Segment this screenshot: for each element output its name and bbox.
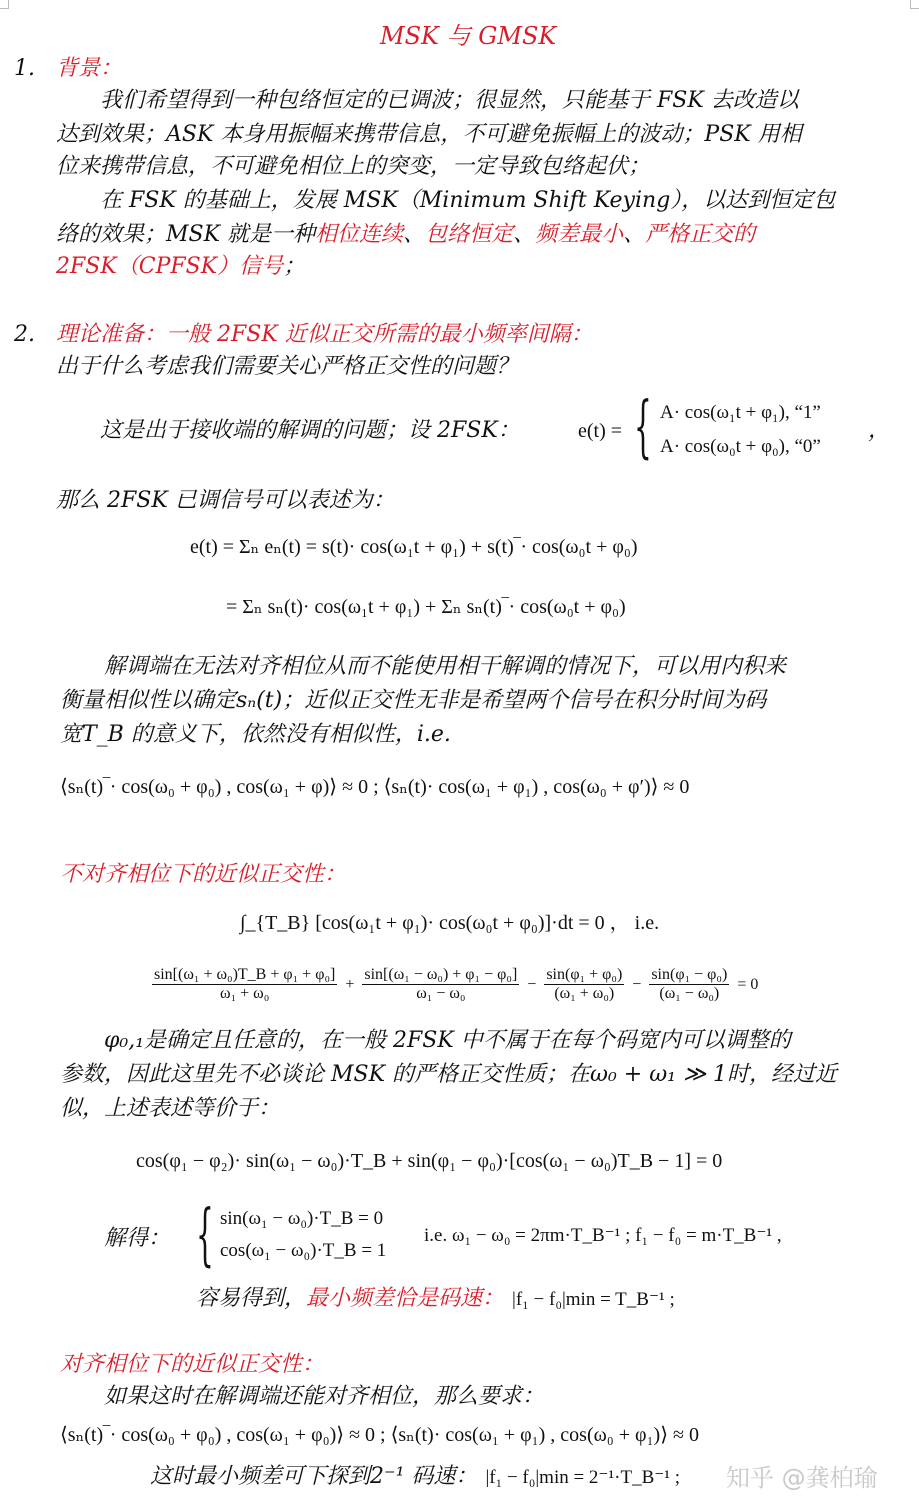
separator: 、 <box>623 222 646 247</box>
fraction-term-4 <box>649 966 729 1003</box>
brace-icon: { <box>634 386 652 467</box>
final-line <box>150 1460 680 1495</box>
separator: 、 <box>513 222 536 247</box>
phi-line3: 似，上述表述等价于： <box>60 1096 281 1121</box>
fraction-term-2 <box>362 966 519 1003</box>
operator: + <box>345 975 355 993</box>
section2-heading: 理论准备：一般 2FSK 近似正交所需的最小频率间隔： <box>56 322 593 347</box>
numerator: sin(φ₁ + φ₀) <box>546 966 623 983</box>
aligned-heading: 对齐相位下的近似正交性： <box>60 1352 325 1377</box>
fsk-intro: 这是出于接收端的解调的问题；设 2FSK： <box>100 418 520 443</box>
section1-para1-line3: 位来携带信息，不可避免相位上的突变，一定导致包络起伏； <box>56 154 651 179</box>
section2-question: 出于什么考虑我们需要关心严格正交性的问题？ <box>56 354 519 379</box>
final-prefix: 这时最小频差可下探到2⁻¹ 码速： <box>150 1464 478 1489</box>
demod-line1: 解调端在无法对齐相位从而不能使用相干解调的情况下，可以用内积来 <box>104 654 787 679</box>
solve-result: i.e. ω₁ − ω₀ = 2πm·T_B⁻¹ ; f₁ − f₀ = m·T_B⁻¹ , <box>424 1225 782 1246</box>
semicolon: ； <box>283 254 306 279</box>
page-corner-tr <box>910 0 919 9</box>
denominator: (ω₁ + ω₀) <box>554 985 615 1002</box>
equation-et-1: e(t) = Σₙ eₙ(t) = s(t)· cos(ω₁t + φ₁) + s(t)‾· cos(ω₀t + φ₀) <box>190 536 638 558</box>
section2-number: 2. <box>14 322 35 347</box>
brace-icon: { <box>196 1194 214 1275</box>
denominator: (ω₁ − ω₀) <box>659 985 720 1002</box>
highlight-constant-envelope: 包络恒定 <box>425 222 514 247</box>
separator: 、 <box>403 222 426 247</box>
demod-line3: 宽T_B 的意义下，依然没有相似性，i.e. <box>60 722 451 747</box>
operator: − <box>632 975 642 993</box>
expr-intro: 那么 2FSK 已调信号可以表述为： <box>56 488 395 513</box>
section1-para2-line2 <box>56 218 755 252</box>
watermark: 知乎 @龚柏瑜 <box>726 1464 878 1492</box>
solve-case-cos: cos(ω₁ − ω₀)·T_B = 1 <box>220 1240 387 1261</box>
solve-case-sin: sin(ω₁ − ω₀)·T_B = 0 <box>220 1208 384 1229</box>
section1-number: 1. <box>14 56 35 81</box>
solve-label: 解得： <box>104 1226 171 1251</box>
numerator: sin[(ω₁ − ω₀) + φ₁ − φ₀] <box>364 966 518 983</box>
conclusion-prefix: 容易得到， <box>196 1286 307 1311</box>
et-lhs: e(t) = <box>578 420 623 442</box>
demod-line2: 衡量相似性以确定sₙ(t)；近似正交性无非是希望两个信号在积分时间为码 <box>60 688 767 713</box>
denominator: ω₁ − ω₀ <box>416 985 466 1002</box>
page-corner-tl <box>0 0 9 9</box>
inner-products-unaligned: ⟨sₙ(t)‾· cos(ω₀ + φ₀) , cos(ω₁ + φ)⟩ ≈ 0 ; ⟨sₙ(t)· cos(ω₁ + φ₁) , cos(ω₀ + φ′)⟩ ≈ 0 <box>60 776 690 798</box>
section1-para2-line1: 在 FSK 的基础上，发展 MSK（Minimum Shift Keying），以达到恒定包 <box>100 188 836 213</box>
highlight-phase-continuous: 相位连续 <box>315 222 404 247</box>
unaligned-heading: 不对齐相位下的近似正交性： <box>60 862 347 887</box>
conclusion-equation: |f₁ − f₀|min = T_B⁻¹ ; <box>512 1289 675 1310</box>
final-equation: |f₁ − f₀|min = 2⁻¹·T_B⁻¹ ; <box>485 1467 681 1488</box>
numerator: sin[(ω₁ + ω₀)T_B + φ₁ + φ₀] <box>154 966 336 983</box>
highlight-min-freq-diff: 频差最小 <box>535 222 624 247</box>
rhs: = 0 <box>737 975 759 993</box>
equation-et-2: = Σₙ sₙ(t)· cos(ω₁t + φ₁) + Σₙ sₙ(t)‾· cos(ω₀t + φ₀) <box>226 596 626 618</box>
denominator: ω₁ + ω₀ <box>220 985 270 1002</box>
comma: ， <box>868 418 891 443</box>
section1-para1-line1: 我们希望得到一种包络恒定的已调波；很显然，只能基于 FSK 去改造以 <box>100 88 799 113</box>
page-title: MSK 与 GMSK <box>380 22 557 50</box>
conclusion-highlight: 最小频差恰是码速： <box>306 1286 505 1311</box>
phi-line2: 参数，因此这里先不必谈论 MSK 的严格正交性质；在ω₀ + ω₁ ≫ 1时，经过近 <box>60 1062 837 1087</box>
section1-para2-line3 <box>56 250 305 284</box>
section1-heading: 背景： <box>56 56 123 81</box>
fraction-term-3 <box>544 966 624 1003</box>
cpfsk-label: 2FSK（CPFSK）信号 <box>56 254 284 279</box>
case-zero: A· cos(ω₀t + φ₀), “0” <box>660 436 821 457</box>
highlight-strict-orthogonal: 严格正交的 <box>645 222 756 247</box>
fraction-equation <box>152 966 758 1003</box>
inner-products-aligned: ⟨sₙ(t)‾· cos(ω₀ + φ₀) , cos(ω₁ + φ₀)⟩ ≈ 0 ; ⟨sₙ(t)· cos(ω₁ + φ₁) , cos(ω₀ + φ₁)⟩ ≈ 0 <box>60 1424 699 1446</box>
aligned-intro: 如果这时在解调端还能对齐相位，那么要求： <box>104 1384 545 1409</box>
section1-para1-line2: 达到效果；ASK 本身用振幅来携带信息，不可避免振幅上的波动；PSK 用相 <box>56 122 802 147</box>
case-one: A· cos(ω₁t + φ₁), “1” <box>660 402 821 423</box>
integral-equation: ∫_{T_B} [cos(ω₁t + φ₁)· cos(ω₀t + φ₀)]·dt = 0 ， i.e. <box>240 912 660 934</box>
operator: − <box>527 975 537 993</box>
para2-prefix: 络的效果；MSK 就是一种 <box>56 222 316 247</box>
numerator: sin(φ₁ − φ₀) <box>651 966 728 983</box>
conclusion <box>196 1282 675 1317</box>
approx-equation: cos(φ₁ − φ₂)· sin(ω₁ − ω₀)·T_B + sin(φ₁ − φ₀)·[cos(ω₁ − ω₀)T_B − 1] = 0 <box>136 1150 723 1172</box>
fraction-term-1 <box>152 966 337 1003</box>
phi-line1: φ₀,₁是确定且任意的，在一般 2FSK 中不属于在每个码宽内可以调整的 <box>104 1028 791 1053</box>
